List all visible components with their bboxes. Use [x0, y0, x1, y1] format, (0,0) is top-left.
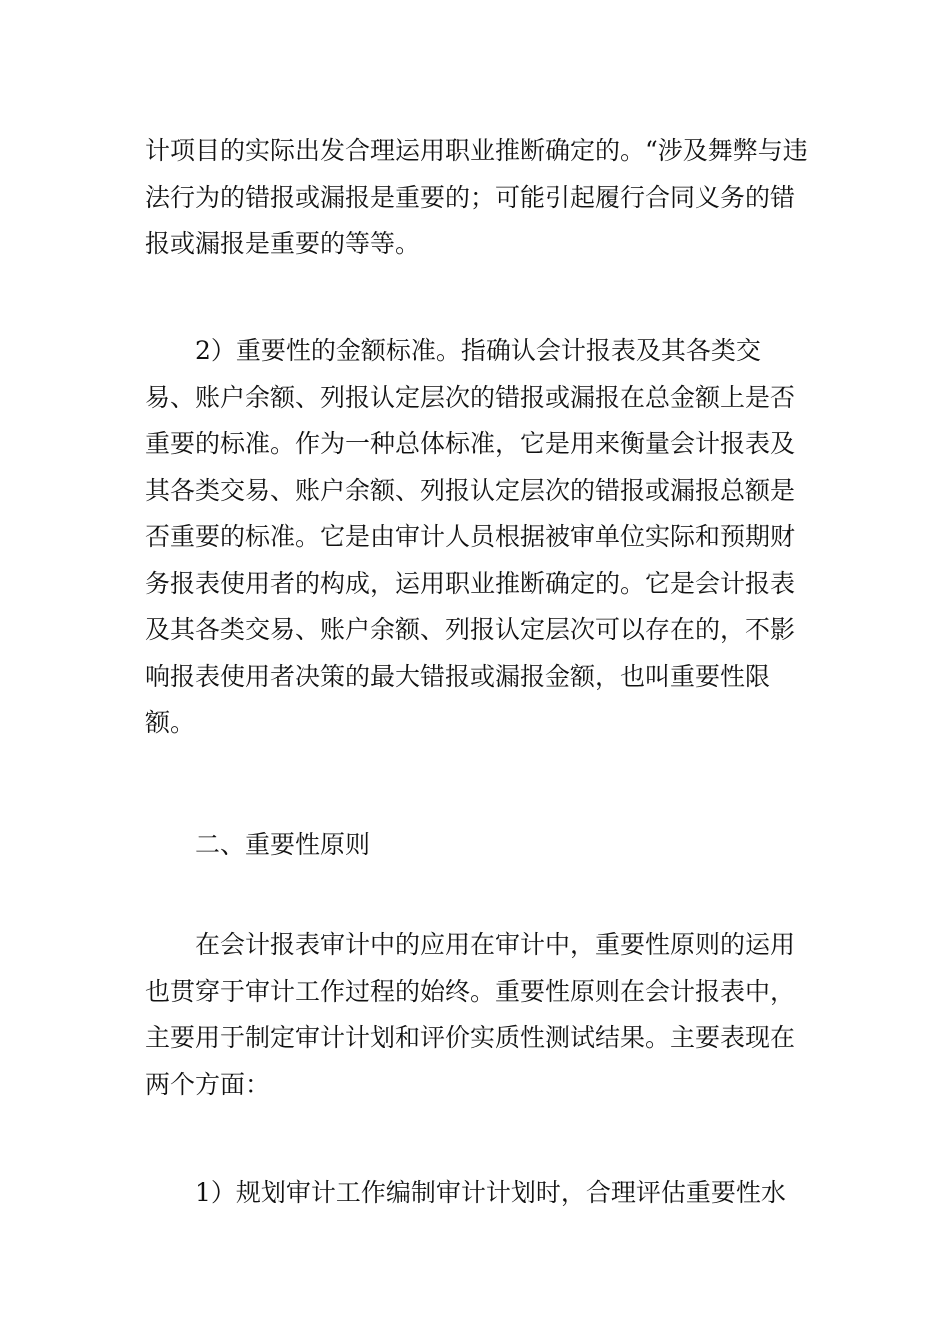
section-heading: 二、重要性原则	[195, 830, 371, 859]
paragraph-planning: 1）规划审计工作编制审计计划时，合理评估重要性水	[195, 1178, 786, 1207]
paragraph-continuation: 计项目的实际出发合理运用职业推断确定的。“涉及舞弊与违法行为的错报或漏报是重要的；可能引起履行合同义务的错报或漏报是重要的等等。	[145, 136, 808, 258]
paragraph-amount-standard: 2）重要性的金额标准。指确认会计报表及其各类交易、账户余额、列报认定层次的错报或漏报在总金额上是否重要的标准。作为一种总体标准，它是用来衡量会计报表及其各类交易、账户余额、列报认定层次的错报或漏报总额是否重要的标准。它是由审计人员根据被审单位实际和预期财务报表使用者的构成，运用职业推断确定的。它是会计报表及其各类交易、账户余额、列报认定层次可以存在的，不影响报表使用者决策的最大错报或漏报金额，也叫重要性限额。	[145, 336, 796, 737]
paragraph-application: 在会计报表审计中的应用在审计中，重要性原则的运用也贯穿于审计工作过程的始终。重要性原则在会计报表中，主要用于制定审计计划和评价实质性测试结果。主要表现在两个方面：	[145, 930, 796, 1099]
